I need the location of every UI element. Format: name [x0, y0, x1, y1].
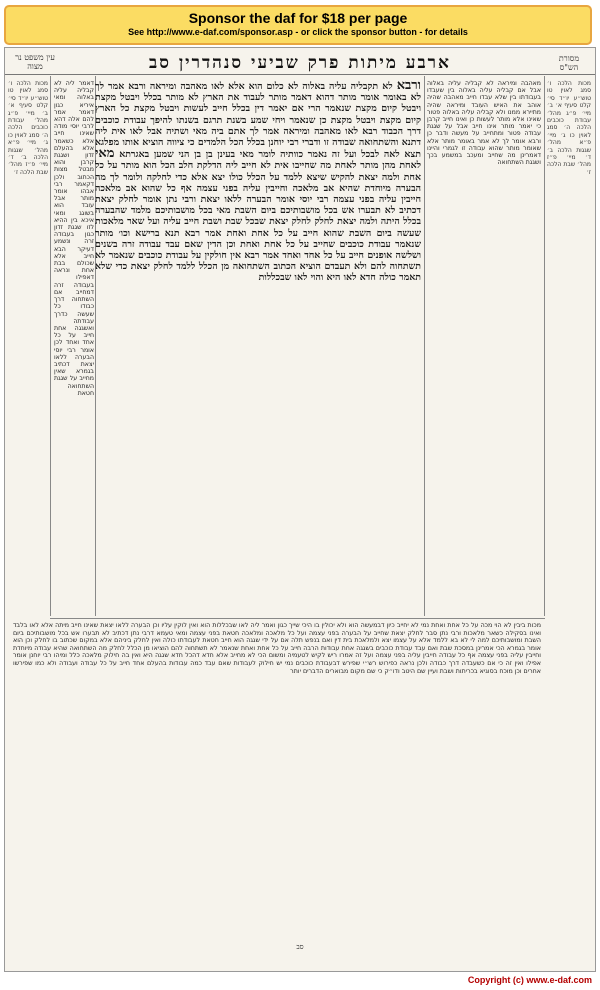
right-margin-notes: מכות הלכה ו׳ סמג לאוין טו טוש״ע יו״ד סי׳ קלט סעיף א׳ ב׳ מיי׳ פ״ג מהל׳ עבודת כוכבים הלכה ה׳ סמג לאוין כו ג׳ מיי׳ פ״א מהל׳ שגגות הלכה ב׳ ד׳ מיי׳ פ״ז מהל׳ שבת הלכה ז׳ — [547, 80, 591, 176]
gemara-keyword: מאי — [95, 146, 115, 162]
talmud-page-scan — [4, 47, 596, 972]
page-title: ארבע מיתות פרק שביעי סנהדרין סב — [149, 53, 451, 73]
margin-label-left: עין משפט נר מצוה — [15, 53, 55, 71]
lower-commentary: מכות ביבין לא הוי מכה על כל אחת ואחת נמי לא יחייב כיון דבמעשה הוא ולא יכולין בו היכי שייך כגון ואמר ליה לאו שבכללות הוא ואין לוקין עליו וכן הבערה ללאו יצאת שאינו חייב מיתה אלא לאו בלבד ואינו בסקילה כשאר מלאכות ורבי נתן סבר לחלק יצאת שחייב על הבערה בפני עצמה ועל כל מלאכה ומלאכה חטאת בפני עצמה ומאי טעמא דרבי נתן דכתיב לא תבערו אש בכל מושבותיכם ביום השבת ומושבותיכם למה לי לא בא ללמד אלא על עצמו יצא ולמלאכת בית דין ואם בנפש תלה אם על ידי שגגה הוא חייב חטאת לעבודתו כולה ואין לחלק ביניהם אלא במקום שכתוב בו לחלק וכן הוא אומר בגמרא הכי אמרינן במסכת שבת ואם עבד עבודת כוכבים בשגגה אחת עבודות הרבה חייב על כל אחת ואחת שנאמר לא תשתחוה להם הוציאו מן הכלל לחלק מה השתחואה שהיא עבודה מיוחדת וחייבין עליה בפני עצמה אף כל עבודה חייבין עליה בפני עצמה ועל זה אמרו ריש לקיש לטעמיה ומשום הכי לא מחייב אלא חדא דהכל חדא שגגה היא ואין בה חילוק מלאכה כלל ומיהו רבי יוחנן אומר אפילו ואין זה כי אם כשעבדה דרך כבודה ולכן נראה כפירוש רש״י שפירש דבעבודת כוכבים נמי יש חילוק לעבודות שאם עבד כמה עבודות בהעלם אחד חייב על כל עבודה ועבודה ולא כמו שפירשו אחרים וכן מוכח בסוגיא בכריתות ושבת ועיין שם היטב ודו״ק כי שם מקום מבוארים הדברים יותר — [13, 622, 541, 675]
margin-label-right: מסורת הש"ס — [558, 54, 580, 72]
gemara-opening-word: ורבא — [396, 80, 421, 93]
banner-subtitle[interactable]: See http://www.e-daf.com/sponsor.asp - or click the sponsor button - for details — [128, 27, 468, 37]
left-margin-notes: מכות הלכה ו׳ סמג לאוין טו טוש״ע יו״ד סי׳ קלט סעיף א׳ ב׳ מיי׳ פ״ג מהל׳ עבודת כוכבים הלכה ה׳ סמג לאוין כו ג׳ מיי׳ פ״א מהל׳ שגגות הלכה ב׳ ד׳ מיי׳ פ״ז מהל׳ שבת הלכה ז׳ — [8, 80, 48, 176]
banner-title[interactable]: Sponsor the daf for $18 per page — [188, 10, 408, 26]
page-header — [5, 52, 595, 75]
gemara-main-text — [95, 80, 421, 615]
tosafot-commentary: דאמר ליה לא קבליה עליה באלוה ומאי איריא כגון דאמר אמר להם אלה דהא לרבי יוסי מודה שאינו חייב אלא כשאמר אלא בהעלם זדון ושגגת קרבן והוא מבטל מצות הכתוב ולכן דקאמר רבי אבהו אומר מותר אבל עובד הוא בשוגג ומאי איכא בין ההיא לזו שגגת זדון כגון בעבודה זרה ונשמע דעיקר הבא חייב אלא שכולם בבת אחת ונראה דאפילו בעבודה זרה דמחייב אם השתחוה דרך כבודו כל שעשה כדרך עבודתה ואשגגה אחת חייב על כל אחד ואחד לכן אומר רבי יוסי הבערה ללאו יצאת דכתיב בגמרא שאין מחייב על שגגת השתחואה חטאת — [54, 80, 94, 397]
gemara-continuation: לאחת מהן מותר לאחת מה שחייבו אית לא חייב ליה הדלקת חלב הכל הוא מותר על כל אחת ולמה יצאת להקיש שיצא ללמד על הכלל כולו יצא אלא כדי לחלקה ולומר לך מה הבערה מיוחדת שהיא אב מלאכה וחייבין עליה בפני עצמה אף כל שהוא אב מלאכה חייבין עליה בפני עצמה רבי יוסי אומר הבערה ללאו יצאת ורבי נתן אומר לחלק יצאת דכתיב לא תבערו אש בכל מושבותיכם ביום השבת מאי בכל מושבותיכם מלמד שהבערה בכלל היתה ולמה יצאת לחלק לחלק יצאת שבכל שבת ושבת חייב עליה ועל שאר מלאכות שעשה ביום השבת שהוא חייב על כל אחת ואחת אמר רבא תנא ברישא וכו׳ מותר שנאמר עבודת כוכבים שחייב על כל אחת ואחת וכן הדין שאם עבד עבודה זרה בשנים ושלשה אופנים חייב על כל אחד ואחד אמר רבא אין חולקין על עבודת כוכבים שנאמר לא תשתחוה להם ולא תעבדם הוציא הכתוב השתחואה מן הכלל ללמד לחלק יצאת כדי שלא תאמר כולה חדא לאו היא והוי לאו שבכללות — [95, 160, 421, 284]
gemara-body: לא תקבליה עליה באלוה לא כלום הוא אלא לאו מאהבה ומיראה ורבא אמר לך לא באומר אומר מותר דהוא דאמר מותר לעבוד את הארץ לא מותר בכלל ויבטל מקצת ויבטל קיום מקצת שנאמר הרי אם יאמר דין בכלל חייב לעשות ויבטל מקצת כל הארץ קיום מקצת ויבטל מקצת כן שנאמר ויחי שמע בשנת תרגם בשנתו להיפך עבודת כוכבים דרך הכבוד רבא לאו מאהבה ומיראה אמר לך אתם ביה מאי ושתיה אבל לאו אית ליה דתנא והשתחואה שבודה זו ודברי רבי יוחנן בכלל הכל הלמדים כי ציווה הוציא אותו מפלגא תצא לאה לבכל ועל זה נאמר כוותיה לומר מאי בעינן בן בן הני שמען באגרתא — [95, 81, 421, 161]
sponsor-banner[interactable] — [4, 5, 592, 45]
copyright-text[interactable]: Copyright (c) www.e-daf.com — [467, 975, 592, 985]
page-footer: סב — [296, 943, 304, 951]
rashi-commentary: מאהבה ומיראה לא קבליה עליה באלוה אבל אם קבליה עליה באלוה בין שעבדו בעבודתו בין שלא עבדו חייב מאהבה שהיה אוהב את האיש העובד ומיראה שהיה מתיירא ממנו ולא קבליה עליה באלוה פטור שאינו אלא מותר לעשות כן ואינו חייב קרבן כי יאמר מותר אינו חייב אבל על שגגת עבודה פטור ומתחייב על מעשה ודבר כן ורבא אומר לך לא אמר באומר מותר אלא שאומר מותר שהוא עבודה זו לגמרי והיינו דאמרינן מה שחייב ומעכב במשמע בכך ושגגת השתחואה — [427, 80, 541, 167]
